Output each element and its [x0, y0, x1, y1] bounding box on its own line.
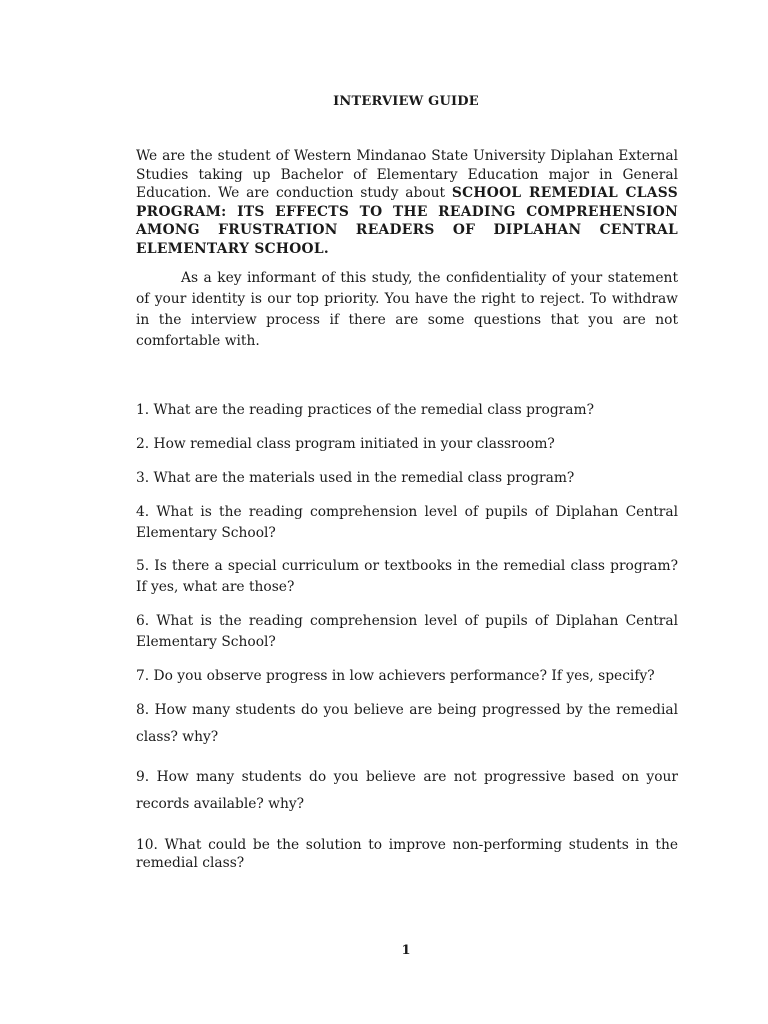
- study-title: SCHOOL REMEDIAL CLASS PROGRAM: ITS EFFECTS TO THE READING COMPREHENSION AMONG FRUSTRATION READERS OF DIPLAHAN CENTRAL ELEMENTARY SCHOOL.: [136, 185, 678, 257]
- confidentiality-paragraph: As a key informant of this study, the confidentiality of your statement of your identity is our top priority. You have the right to reject. To withdraw in the interview process if there are some questions that you are not comfortable with.: [136, 270, 678, 349]
- page-number: 1: [401, 943, 411, 958]
- question-item: 5. Is there a special curriculum or textbooks in the remedial class program? If yes, what are those?: [136, 558, 678, 595]
- question-item: 6. What is the reading comprehension level of pupils of Diplahan Central Elementary School?: [136, 613, 678, 650]
- intro-text: We are the student of Western Mindanao State University Diplahan External Studies taking up Bachelor of Elementary Education major in General Education. We are conduction study about: [136, 148, 678, 201]
- question-item: 9. How many students do you believe are not progressive based on your records available? why?: [136, 769, 678, 812]
- intro-paragraph: [136, 147, 678, 258]
- document-title: INTERVIEW GUIDE: [333, 94, 479, 109]
- question-item: 4. What is the reading comprehension level of pupils of Diplahan Central Elementary School?: [136, 504, 678, 541]
- question-item: 7. Do you observe progress in low achievers performance? If yes, specify?: [136, 668, 655, 684]
- question-item: 2. How remedial class program initiated in your classroom?: [136, 436, 555, 452]
- question-item: 8. How many students do you believe are being progressed by the remedial class? why?: [136, 702, 678, 745]
- question-item: 1. What are the reading practices of the remedial class program?: [136, 402, 594, 418]
- question-item: 3. What are the materials used in the remedial class program?: [136, 470, 575, 486]
- question-item: 10. What could be the solution to improve non-performing students in the remedial class?: [136, 837, 678, 871]
